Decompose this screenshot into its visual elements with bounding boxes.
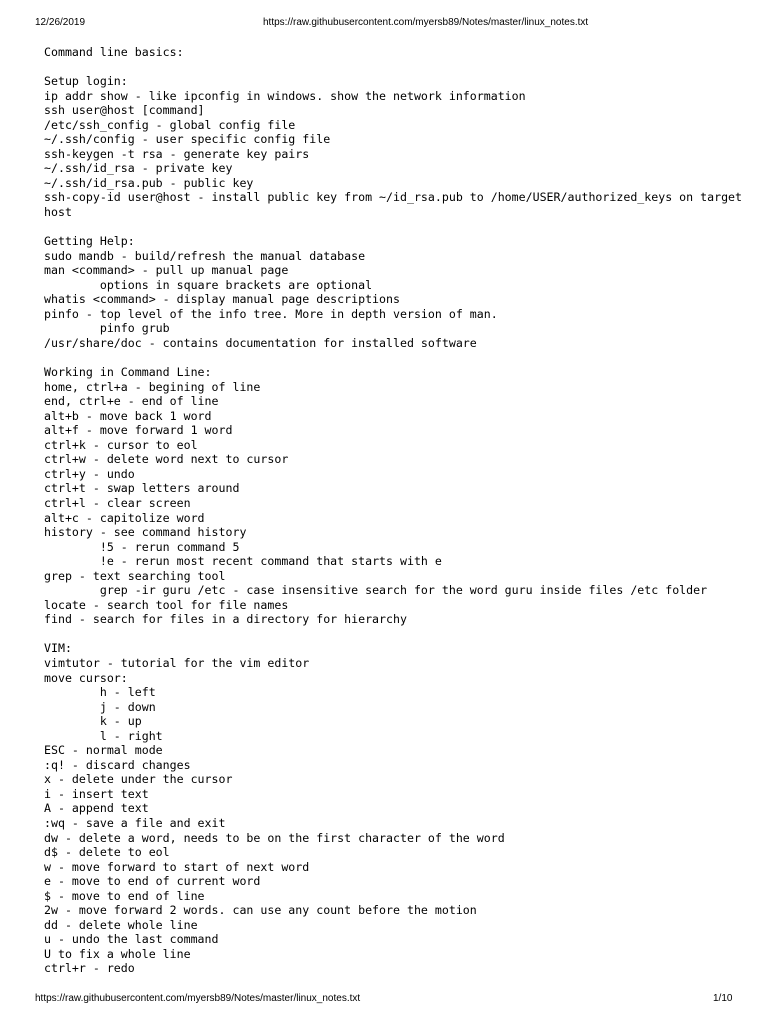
text-line: U to fix a whole line bbox=[44, 946, 191, 961]
text-line: ~/.ssh/id_rsa - private key bbox=[44, 161, 233, 176]
text-line: :wq - save a file and exit bbox=[44, 815, 226, 830]
text-line: ip addr show - like ipconfig in windows. show the network information bbox=[44, 88, 526, 103]
text-line bbox=[44, 350, 758, 365]
text-line: vimtutor - tutorial for the vim editor bbox=[44, 655, 310, 670]
text-line: k - up bbox=[44, 714, 142, 729]
text-line: /usr/share/doc - contains documentation for installed software bbox=[44, 335, 477, 350]
text-line: grep -ir guru /etc - case insensitive search for the word guru inside files /etc folder bbox=[44, 583, 708, 598]
footer-url[interactable]: https://raw.githubusercontent.com/myersb89/Notes/master/linux_notes.txt bbox=[35, 993, 361, 1004]
text-line: ssh user@host [command] bbox=[44, 103, 205, 118]
text-line: w - move forward to start of next word bbox=[44, 859, 310, 874]
text-line: Working in Command Line: bbox=[44, 365, 212, 380]
text-line: VIM: bbox=[44, 641, 72, 656]
text-line: h - left bbox=[44, 685, 156, 700]
text-line: ctrl+w - delete word next to cursor bbox=[44, 452, 289, 467]
text-line: history - see command history bbox=[44, 525, 247, 540]
text-line: move cursor: bbox=[44, 670, 128, 685]
text-line: ctrl+l - clear screen bbox=[44, 495, 191, 510]
text-line: ctrl+t - swap letters around bbox=[44, 481, 240, 496]
text-line: alt+c - capitolize word bbox=[44, 510, 205, 525]
text-line: :q! - discard changes bbox=[44, 757, 191, 772]
text-line: u - undo the last command bbox=[44, 932, 219, 947]
text-line bbox=[44, 60, 758, 75]
text-line: /etc/ssh_config - global config file bbox=[44, 117, 296, 132]
text-line: i - insert text bbox=[44, 786, 149, 801]
text-line: whatis <command> - display manual page descriptions bbox=[44, 292, 400, 307]
print-date: 12/26/2019 bbox=[35, 17, 86, 28]
text-line: dw - delete a word, needs to be on the first character of the word bbox=[44, 830, 505, 845]
text-line: home, ctrl+a - begining of line bbox=[44, 379, 261, 394]
text-line: x - delete under the cursor bbox=[44, 772, 233, 787]
text-line: j - down bbox=[44, 699, 156, 714]
text-line: 2w - move forward 2 words. can use any count before the motion bbox=[44, 903, 477, 918]
text-line: d$ - delete to eol bbox=[44, 845, 170, 860]
text-line: ssh-keygen -t rsa - generate key pairs bbox=[44, 146, 310, 161]
page-number: 1/10 bbox=[713, 993, 733, 1004]
text-line: $ - move to end of line bbox=[44, 888, 205, 903]
text-line: host bbox=[44, 205, 72, 220]
text-line: A - append text bbox=[44, 801, 149, 816]
text-line: pinfo - top level of the info tree. More in depth version of man. bbox=[44, 306, 498, 321]
text-line: pinfo grub bbox=[44, 321, 170, 336]
text-line: Setup login: bbox=[44, 74, 128, 89]
text-line: alt+f - move forward 1 word bbox=[44, 423, 233, 438]
text-line: ~/.ssh/id_rsa.pub - public key bbox=[44, 175, 254, 190]
text-line: e - move to end of current word bbox=[44, 874, 261, 889]
text-line: l - right bbox=[44, 728, 163, 743]
text-line: options in square brackets are optional bbox=[44, 277, 373, 292]
text-line: ctrl+k - cursor to eol bbox=[44, 437, 198, 452]
text-line: locate - search tool for file names bbox=[44, 597, 289, 612]
text-line: ctrl+y - undo bbox=[44, 466, 135, 481]
text-line: Command line basics: bbox=[44, 45, 184, 59]
text-line: ~/.ssh/config - user specific config file bbox=[44, 132, 331, 147]
text-document bbox=[44, 45, 758, 976]
text-line: Getting Help: bbox=[44, 234, 135, 249]
text-line: ESC - normal mode bbox=[44, 743, 163, 758]
text-line bbox=[44, 220, 758, 235]
header-url[interactable]: https://raw.githubusercontent.com/myersb89/Notes/master/linux_notes.txt bbox=[263, 17, 589, 28]
text-line: ssh-copy-id user@host - install public key from ~/id_rsa.pub to /home/USER/authorized_keys on target bbox=[44, 190, 743, 205]
text-line: sudo mandb - build/refresh the manual database bbox=[44, 248, 366, 263]
text-line bbox=[44, 627, 758, 642]
text-line: ctrl+r - redo bbox=[44, 961, 135, 976]
text-line: !e - rerun most recent command that starts with e bbox=[44, 554, 442, 569]
text-line: !5 - rerun command 5 bbox=[44, 539, 240, 554]
text-line: end, ctrl+e - end of line bbox=[44, 394, 219, 409]
text-line: find - search for files in a directory for hierarchy bbox=[44, 612, 407, 627]
text-line: man <command> - pull up manual page bbox=[44, 263, 289, 278]
text-line: alt+b - move back 1 word bbox=[44, 408, 212, 423]
text-line: dd - delete whole line bbox=[44, 917, 198, 932]
text-line: grep - text searching tool bbox=[44, 568, 226, 583]
